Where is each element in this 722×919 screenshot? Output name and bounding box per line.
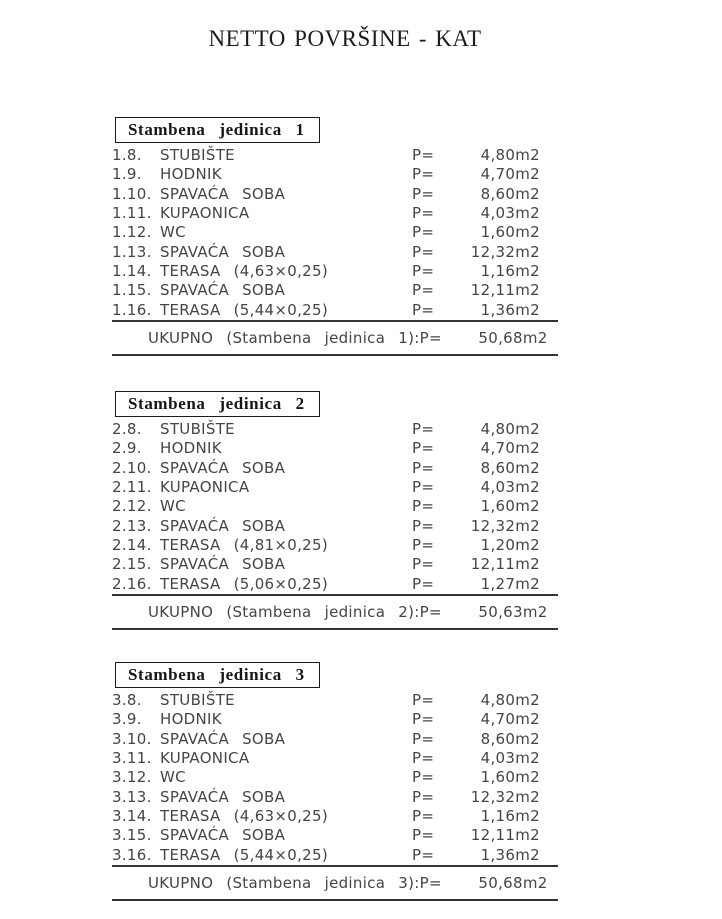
p-equals: P= xyxy=(412,184,435,203)
area-row xyxy=(112,165,558,184)
p-equals: P= xyxy=(412,691,435,709)
area-row xyxy=(112,768,558,787)
area-value: 12,32m2 xyxy=(470,787,540,806)
room-name: TERASA (5,44×0,25) xyxy=(160,300,329,319)
area-row xyxy=(112,459,558,478)
area-value: 4,70m2 xyxy=(480,165,540,184)
room-name: STUBIŠTE xyxy=(160,691,235,709)
p-equals: P= xyxy=(412,477,435,496)
p-equals: P= xyxy=(412,787,435,806)
area-value: 1,36m2 xyxy=(480,845,540,864)
row-number: 1.9. xyxy=(112,165,142,184)
room-name: SPAVAĆA SOBA xyxy=(160,729,286,748)
row-number: 2.13. xyxy=(112,516,152,535)
p-equals: P= xyxy=(412,574,435,593)
page-title: NETTO POVRŠINE - KAT xyxy=(208,26,482,51)
area-value: 12,32m2 xyxy=(470,242,540,261)
total-label: UKUPNO (Stambena jedinica 1): xyxy=(148,328,420,347)
area-value: 12,11m2 xyxy=(470,281,540,300)
total-area-value: 50,68m2 xyxy=(478,873,548,892)
area-row xyxy=(112,555,558,574)
area-value: 1,60m2 xyxy=(480,223,540,242)
area-row xyxy=(112,497,558,516)
area-row xyxy=(112,262,558,281)
room-name: KUPAONICA xyxy=(160,477,250,496)
room-name: KUPAONICA xyxy=(160,748,250,767)
row-number: 2.16. xyxy=(112,574,152,593)
total-label: UKUPNO (Stambena jedinica 3): xyxy=(148,873,420,892)
row-number: 2.15. xyxy=(112,555,152,574)
p-equals: P= xyxy=(412,281,435,300)
unit-total-3 xyxy=(112,865,558,901)
row-number: 2.9. xyxy=(112,439,142,458)
room-name: HODNIK xyxy=(160,439,222,458)
unit-header-3: Stambena jedinica 3 xyxy=(115,662,320,688)
area-row xyxy=(112,749,558,768)
row-number: 3.16. xyxy=(112,845,152,864)
row-number: 3.14. xyxy=(112,806,152,825)
area-value: 4,03m2 xyxy=(480,748,540,767)
room-name: WC xyxy=(160,223,186,242)
area-value: 1,16m2 xyxy=(480,806,540,825)
p-equals: P= xyxy=(412,535,435,554)
row-number: 1.12. xyxy=(112,223,152,242)
area-row xyxy=(112,517,558,536)
room-name: SPAVAĆA SOBA xyxy=(160,184,286,203)
row-number: 3.12. xyxy=(112,768,152,787)
p-equals: P= xyxy=(412,768,435,787)
total-area-value: 50,68m2 xyxy=(478,328,548,347)
unit-header-2: Stambena jedinica 2 xyxy=(115,391,320,417)
row-number: 3.10. xyxy=(112,729,152,748)
area-row xyxy=(112,788,558,807)
row-number: 1.16. xyxy=(112,300,152,319)
room-name: TERASA (5,44×0,25) xyxy=(160,845,329,864)
room-name: TERASA (4,63×0,25) xyxy=(160,261,329,280)
p-equals: P= xyxy=(419,873,442,892)
area-value: 4,70m2 xyxy=(480,439,540,458)
area-row xyxy=(112,204,558,223)
area-row xyxy=(112,846,558,865)
area-rows-1 xyxy=(112,146,558,320)
p-equals: P= xyxy=(419,328,442,347)
area-value: 1,27m2 xyxy=(480,574,540,593)
area-row xyxy=(112,691,558,710)
p-equals: P= xyxy=(412,203,435,222)
row-number: 2.14. xyxy=(112,535,152,554)
area-row xyxy=(112,146,558,165)
p-equals: P= xyxy=(412,845,435,864)
unit-section-3 xyxy=(112,662,558,901)
room-name: TERASA (4,63×0,25) xyxy=(160,806,329,825)
row-number: 1.10. xyxy=(112,184,152,203)
unit-section-1 xyxy=(112,117,558,356)
row-number: 2.11. xyxy=(112,477,152,496)
p-equals: P= xyxy=(412,242,435,261)
unit-header-1: Stambena jedinica 1 xyxy=(115,117,320,143)
area-row xyxy=(112,826,558,845)
area-value: 8,60m2 xyxy=(480,458,540,477)
room-name: TERASA (5,06×0,25) xyxy=(160,574,329,593)
room-name: STUBIŠTE xyxy=(160,420,235,438)
room-name: STUBIŠTE xyxy=(160,146,235,164)
area-value: 4,03m2 xyxy=(480,477,540,496)
area-row xyxy=(112,185,558,204)
area-row xyxy=(112,807,558,826)
room-name: HODNIK xyxy=(160,165,222,184)
p-equals: P= xyxy=(412,826,435,845)
total-label: UKUPNO (Stambena jedinica 2): xyxy=(148,602,420,621)
area-row xyxy=(112,223,558,242)
row-number: 1.14. xyxy=(112,261,152,280)
row-number: 3.11. xyxy=(112,748,152,767)
room-name: SPAVAĆA SOBA xyxy=(160,281,286,300)
area-value: 12,11m2 xyxy=(470,826,540,845)
area-row xyxy=(112,730,558,749)
area-row xyxy=(112,243,558,262)
area-value: 8,60m2 xyxy=(480,729,540,748)
area-row xyxy=(112,710,558,729)
p-equals: P= xyxy=(412,516,435,535)
area-value: 1,20m2 xyxy=(480,535,540,554)
area-rows-3 xyxy=(112,691,558,865)
total-area-value: 50,63m2 xyxy=(478,602,548,621)
area-row xyxy=(112,575,558,594)
p-equals: P= xyxy=(412,806,435,825)
p-equals: P= xyxy=(412,748,435,767)
p-equals: P= xyxy=(412,729,435,748)
p-equals: P= xyxy=(412,458,435,477)
room-name: SPAVAĆA SOBA xyxy=(160,242,286,261)
row-number: 1.13. xyxy=(112,242,152,261)
p-equals: P= xyxy=(412,710,435,729)
room-name: TERASA (4,81×0,25) xyxy=(160,535,329,554)
p-equals: P= xyxy=(412,439,435,458)
unit-section-2 xyxy=(112,391,558,630)
room-name: SPAVAĆA SOBA xyxy=(160,826,286,845)
area-row xyxy=(112,439,558,458)
row-number: 1.15. xyxy=(112,281,152,300)
row-number: 3.8. xyxy=(112,691,142,709)
area-value: 8,60m2 xyxy=(480,184,540,203)
p-equals: P= xyxy=(419,602,442,621)
room-name: HODNIK xyxy=(160,710,222,729)
area-value: 12,32m2 xyxy=(470,516,540,535)
area-value: 4,80m2 xyxy=(480,146,540,164)
room-name: SPAVAĆA SOBA xyxy=(160,787,286,806)
row-number: 2.12. xyxy=(112,497,152,516)
row-number: 3.9. xyxy=(112,710,142,729)
area-row xyxy=(112,478,558,497)
area-row xyxy=(112,301,558,320)
room-name: SPAVAĆA SOBA xyxy=(160,516,286,535)
p-equals: P= xyxy=(412,165,435,184)
area-rows-2 xyxy=(112,420,558,594)
p-equals: P= xyxy=(412,223,435,242)
p-equals: P= xyxy=(412,261,435,280)
p-equals: P= xyxy=(412,300,435,319)
area-value: 1,36m2 xyxy=(480,300,540,319)
row-number: 1.11. xyxy=(112,203,152,222)
p-equals: P= xyxy=(412,420,435,438)
room-name: SPAVAĆA SOBA xyxy=(160,555,286,574)
row-number: 2.8. xyxy=(112,420,142,438)
area-row xyxy=(112,420,558,439)
room-name: WC xyxy=(160,768,186,787)
p-equals: P= xyxy=(412,497,435,516)
room-name: WC xyxy=(160,497,186,516)
area-value: 4,80m2 xyxy=(480,691,540,709)
area-value: 4,03m2 xyxy=(480,203,540,222)
area-value: 1,60m2 xyxy=(480,497,540,516)
unit-total-1 xyxy=(112,320,558,356)
room-name: KUPAONICA xyxy=(160,203,250,222)
area-value: 1,60m2 xyxy=(480,768,540,787)
area-value: 12,11m2 xyxy=(470,555,540,574)
area-row xyxy=(112,281,558,300)
row-number: 3.15. xyxy=(112,826,152,845)
unit-total-2 xyxy=(112,594,558,630)
area-row xyxy=(112,536,558,555)
row-number: 3.13. xyxy=(112,787,152,806)
room-name: SPAVAĆA SOBA xyxy=(160,458,286,477)
p-equals: P= xyxy=(412,146,435,164)
p-equals: P= xyxy=(412,555,435,574)
area-value: 1,16m2 xyxy=(480,261,540,280)
area-value: 4,70m2 xyxy=(480,710,540,729)
row-number: 1.8. xyxy=(112,146,142,164)
row-number: 2.10. xyxy=(112,458,152,477)
area-value: 4,80m2 xyxy=(480,420,540,438)
